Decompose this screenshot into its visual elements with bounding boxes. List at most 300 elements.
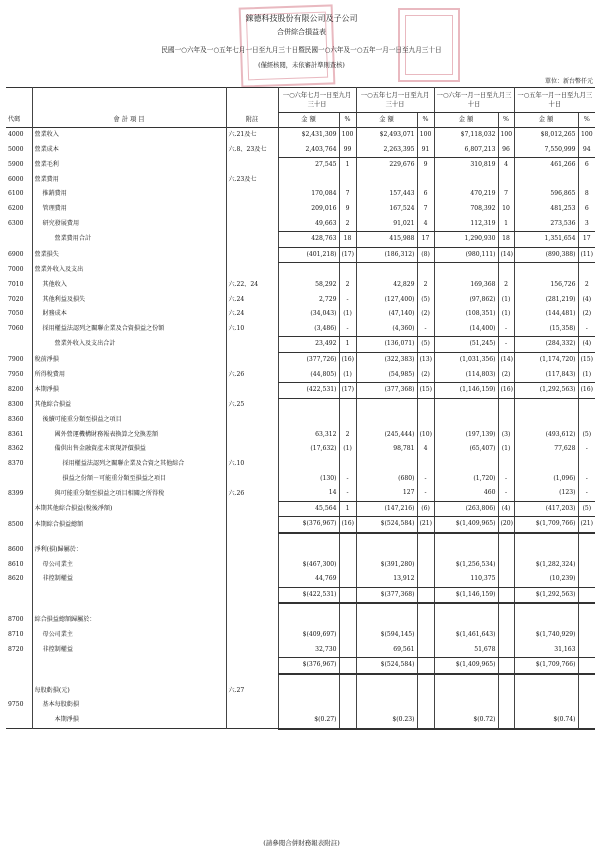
- percent-cell: (6): [417, 501, 434, 517]
- percent-cell: 2: [339, 278, 356, 293]
- amount-cell: (114,803): [434, 368, 498, 383]
- amount-cell: 58,292: [278, 278, 339, 293]
- amount-cell: (147,216): [356, 501, 417, 517]
- percent-cell: (2): [417, 368, 434, 383]
- amount-cell: (401,218): [278, 247, 339, 263]
- account-note-ref: 六.24: [226, 307, 278, 322]
- table-row: [6, 613, 595, 628]
- percent-cell: [417, 587, 434, 603]
- amount-cell: (47,140): [356, 307, 417, 322]
- account-code: 8700: [8, 616, 24, 624]
- percent-cell: 100: [578, 128, 595, 143]
- account-note-ref: [226, 572, 278, 587]
- account-code: 9750: [8, 701, 24, 709]
- percent-cell: 2: [339, 428, 356, 443]
- percent-cell: [417, 713, 434, 729]
- account-item: 稅前淨損: [32, 352, 226, 367]
- table-row: [6, 217, 595, 232]
- account-note-ref: [226, 543, 278, 558]
- pct-header: %: [339, 113, 356, 128]
- table-row: [6, 517, 595, 533]
- percent-cell: -: [578, 442, 595, 457]
- amount-cell: (97,862): [434, 293, 498, 308]
- table-row: [6, 558, 595, 573]
- account-item: 管理費用: [32, 202, 226, 217]
- amount-cell: [356, 173, 417, 188]
- amount-cell: $(524,584): [356, 517, 417, 533]
- empty-cell: [278, 603, 339, 613]
- account-item: [32, 658, 226, 674]
- amount-cell: (263,806): [434, 501, 498, 517]
- empty-cell: [6, 603, 32, 613]
- account-item: [32, 587, 226, 603]
- percent-cell: 94: [578, 143, 595, 158]
- account-item: 營業損失: [32, 247, 226, 263]
- table-row: [6, 247, 595, 263]
- amount-cell: [514, 263, 578, 278]
- amount-cell: 169,368: [434, 278, 498, 293]
- amount-cell: 31,163: [514, 643, 578, 658]
- amount-cell: 49,663: [278, 217, 339, 232]
- empty-cell: [32, 533, 226, 543]
- percent-cell: (13): [417, 352, 434, 367]
- account-item: 綜合損益總額歸屬於：: [32, 613, 226, 628]
- percent-cell: [339, 173, 356, 188]
- period-header-1: 一○六年七月一日至九月三十日: [278, 88, 356, 113]
- amount-cell: 209,016: [278, 202, 339, 217]
- amount-cell: 45,564: [278, 501, 339, 517]
- account-code: 6200: [8, 204, 24, 212]
- percent-cell: 99: [339, 143, 356, 158]
- account-note-ref: [226, 383, 278, 399]
- amount-cell: (1,096): [514, 472, 578, 487]
- percent-cell: (5): [578, 428, 595, 443]
- period-header-2: 一○五年七月一日至九月三十日: [356, 88, 434, 113]
- percent-cell: [578, 558, 595, 573]
- empty-cell: [278, 533, 339, 543]
- amount-cell: 77,628: [514, 442, 578, 457]
- amount-cell: (130): [278, 472, 339, 487]
- account-note-ref: [226, 698, 278, 713]
- income-statement-table: [6, 87, 595, 730]
- empty-cell: [278, 674, 339, 684]
- empty-cell: [226, 533, 278, 543]
- account-note-ref: [226, 202, 278, 217]
- percent-cell: (2): [417, 307, 434, 322]
- account-code: 4000: [8, 131, 24, 138]
- percent-cell: [339, 398, 356, 413]
- amount-cell: 156,726: [514, 278, 578, 293]
- table-row: [6, 398, 595, 413]
- account-item: 本期淨損: [32, 383, 226, 399]
- percent-cell: [498, 173, 514, 188]
- percent-cell: [498, 398, 514, 413]
- percent-cell: -: [417, 486, 434, 501]
- statement-rows: [6, 128, 595, 729]
- account-code: 7060: [8, 324, 24, 332]
- percent-cell: -: [578, 322, 595, 337]
- account-item: 營業外收入及支出合計: [32, 337, 226, 353]
- amount-cell: (136,071): [356, 337, 417, 353]
- account-code: 6100: [8, 190, 24, 198]
- percent-cell: [339, 713, 356, 729]
- amount-cell: [278, 698, 339, 713]
- amount-cell: [434, 173, 498, 188]
- amount-cell: (980,111): [434, 247, 498, 263]
- percent-cell: [417, 263, 434, 278]
- percent-cell: (8): [417, 247, 434, 263]
- table-row: [6, 698, 595, 713]
- empty-cell: [498, 533, 514, 543]
- account-code: [6, 232, 32, 248]
- percent-cell: 8: [578, 187, 595, 202]
- account-code: 8362: [8, 445, 24, 453]
- account-item: 研究發展費用: [32, 217, 226, 232]
- amount-cell: $2,431,309: [278, 128, 339, 143]
- table-row: [6, 263, 595, 278]
- amount-cell: 2,729: [278, 293, 339, 308]
- amount-cell: [434, 684, 498, 699]
- account-note-ref: [226, 337, 278, 353]
- amount-cell: $(376,967): [278, 517, 339, 533]
- account-code: 7020: [8, 295, 24, 303]
- amount-cell: 157,443: [356, 187, 417, 202]
- table-row: [6, 293, 595, 308]
- percent-cell: [417, 684, 434, 699]
- amount-cell: (15,358): [514, 322, 578, 337]
- percent-cell: [417, 558, 434, 573]
- percent-cell: -: [417, 472, 434, 487]
- amount-cell: 32,730: [278, 643, 339, 658]
- percent-cell: [339, 457, 356, 472]
- account-code: 7000: [8, 266, 24, 274]
- percent-cell: 100: [339, 128, 356, 143]
- empty-cell: [6, 674, 32, 684]
- account-code: [6, 337, 32, 353]
- amount-cell: [278, 613, 339, 628]
- percent-cell: 6: [417, 187, 434, 202]
- account-code: 8720: [8, 645, 24, 653]
- percent-cell: [498, 572, 514, 587]
- amount-cell: [434, 413, 498, 428]
- percent-cell: (14): [498, 247, 514, 263]
- amount-cell: [434, 457, 498, 472]
- percent-cell: 1: [339, 501, 356, 517]
- empty-cell: [6, 533, 32, 543]
- amount-cell: [356, 613, 417, 628]
- empty-cell: [417, 603, 434, 613]
- statement-period: 民國一○六年及一○五年七月一日至九月三十日暨民國一○六年及一○五年一月一日至九月三十日: [161, 46, 442, 54]
- empty-cell: [32, 603, 226, 613]
- amount-cell: (245,444): [356, 428, 417, 443]
- account-note-ref: [226, 558, 278, 573]
- percent-cell: 3: [578, 217, 595, 232]
- account-code: 8300: [8, 401, 24, 409]
- pct-header: %: [498, 113, 514, 128]
- amount-cell: $(1,709,766): [514, 658, 578, 674]
- account-code: [6, 713, 32, 729]
- amount-cell: $(1,292,563): [514, 587, 578, 603]
- account-note-ref: [226, 232, 278, 248]
- account-code: 8200: [8, 386, 24, 394]
- account-note-ref: [226, 713, 278, 729]
- amount-cell: 481,253: [514, 202, 578, 217]
- account-item: 其他收入: [32, 278, 226, 293]
- percent-cell: [339, 572, 356, 587]
- percent-cell: [339, 587, 356, 603]
- account-note-ref: 六.25: [226, 398, 278, 413]
- empty-cell: [434, 674, 498, 684]
- account-item: 其他綜合損益: [32, 398, 226, 413]
- account-note-ref: [226, 501, 278, 517]
- account-code: 8600: [8, 546, 24, 554]
- amount-cell: (281,219): [514, 293, 578, 308]
- amount-cell: 91,021: [356, 217, 417, 232]
- percent-cell: 17: [417, 232, 434, 248]
- account-code: 7010: [8, 280, 24, 288]
- account-note-ref: [226, 517, 278, 533]
- percent-cell: (21): [578, 517, 595, 533]
- percent-cell: [578, 263, 595, 278]
- account-item: 備供出售金融資產未實現評價損益: [32, 442, 226, 457]
- table-row: [6, 428, 595, 443]
- percent-cell: 6: [578, 202, 595, 217]
- percent-cell: [417, 457, 434, 472]
- amount-cell: $(594,145): [356, 628, 417, 643]
- account-note-ref: 六.27: [226, 684, 278, 699]
- percent-cell: 2: [339, 217, 356, 232]
- percent-cell: 7: [498, 187, 514, 202]
- account-item: 損益之份額－可能重分類至損益之項目: [32, 472, 226, 487]
- account-code: 8399: [8, 489, 24, 497]
- percent-cell: 2: [578, 278, 595, 293]
- amount-cell: 460: [434, 486, 498, 501]
- table-row: [6, 587, 595, 603]
- amount-cell: 69,561: [356, 643, 417, 658]
- amount-cell: (108,351): [434, 307, 498, 322]
- amount-cell: (127,400): [356, 293, 417, 308]
- percent-cell: [339, 628, 356, 643]
- percent-cell: -: [339, 322, 356, 337]
- percent-cell: [417, 398, 434, 413]
- amount-cell: 167,524: [356, 202, 417, 217]
- table-row: [6, 158, 595, 173]
- amount-cell: (422,531): [278, 383, 339, 399]
- amount-cell: 1,351,654: [514, 232, 578, 248]
- amount-cell: [278, 263, 339, 278]
- pct-header: %: [578, 113, 595, 128]
- percent-cell: [578, 398, 595, 413]
- percent-cell: [578, 628, 595, 643]
- amount-cell: 596,865: [514, 187, 578, 202]
- empty-cell: [339, 533, 356, 543]
- percent-cell: -: [498, 322, 514, 337]
- percent-cell: [578, 613, 595, 628]
- empty-cell: [339, 603, 356, 613]
- amount-cell: $(1,409,965): [434, 517, 498, 533]
- amount-cell: [278, 543, 339, 558]
- percent-cell: [417, 543, 434, 558]
- account-item: 營業費用合計: [32, 232, 226, 248]
- amount-cell: $7,118,032: [434, 128, 498, 143]
- percent-cell: 2: [498, 278, 514, 293]
- empty-cell: [514, 674, 578, 684]
- amount-cell: 14: [278, 486, 339, 501]
- table-row: [6, 486, 595, 501]
- amount-cell: 428,763: [278, 232, 339, 248]
- account-item: 其他利益及損失: [32, 293, 226, 308]
- amount-cell: $(376,967): [278, 658, 339, 674]
- amount-cell: $(1,256,534): [434, 558, 498, 573]
- percent-cell: [578, 658, 595, 674]
- amount-cell: $(1,282,324): [514, 558, 578, 573]
- amount-cell: $(1,146,159): [434, 587, 498, 603]
- amount-cell: (65,407): [434, 442, 498, 457]
- period-header-4: 一○五年一月一日至九月三十日: [514, 88, 595, 113]
- percent-cell: -: [498, 472, 514, 487]
- percent-cell: [578, 684, 595, 699]
- empty-cell: [498, 603, 514, 613]
- percent-cell: [498, 643, 514, 658]
- account-item: 營業費用: [32, 173, 226, 188]
- amount-cell: $(1,740,929): [514, 628, 578, 643]
- amount-cell: [514, 413, 578, 428]
- amount-header: 金 額: [278, 113, 339, 128]
- table-row: [6, 202, 595, 217]
- percent-cell: [339, 698, 356, 713]
- percent-cell: [578, 572, 595, 587]
- percent-cell: [578, 413, 595, 428]
- account-code: [6, 472, 32, 487]
- percent-cell: (1): [339, 442, 356, 457]
- percent-cell: -: [498, 337, 514, 353]
- percent-cell: (20): [498, 517, 514, 533]
- empty-cell: [356, 674, 417, 684]
- empty-cell: [339, 674, 356, 684]
- percent-cell: 7: [417, 202, 434, 217]
- pct-header: %: [417, 113, 434, 128]
- table-row: [6, 322, 595, 337]
- account-note-ref: [226, 428, 278, 443]
- amount-cell: [514, 543, 578, 558]
- amount-cell: [356, 684, 417, 699]
- amount-cell: [434, 613, 498, 628]
- table-row: [6, 457, 595, 472]
- amount-cell: (890,388): [514, 247, 578, 263]
- amount-cell: [278, 173, 339, 188]
- amount-cell: (44,805): [278, 368, 339, 383]
- amount-cell: $(1,461,643): [434, 628, 498, 643]
- amount-cell: (10,239): [514, 572, 578, 587]
- percent-cell: [498, 558, 514, 573]
- table-row: [6, 187, 595, 202]
- account-code: 5000: [8, 145, 24, 153]
- percent-cell: [417, 413, 434, 428]
- percent-cell: [578, 457, 595, 472]
- empty-cell: [226, 674, 278, 684]
- percent-cell: [578, 643, 595, 658]
- account-item: 營業毛利: [32, 158, 226, 173]
- percent-cell: 18: [339, 232, 356, 248]
- table-row: [6, 442, 595, 457]
- amount-cell: [278, 413, 339, 428]
- account-note-ref: [226, 217, 278, 232]
- amount-cell: (17,632): [278, 442, 339, 457]
- percent-cell: 100: [417, 128, 434, 143]
- percent-cell: [339, 658, 356, 674]
- amount-cell: 23,492: [278, 337, 339, 353]
- percent-cell: (1): [578, 368, 595, 383]
- empty-cell: [514, 603, 578, 613]
- percent-cell: [339, 413, 356, 428]
- amount-cell: (34,043): [278, 307, 339, 322]
- percent-cell: (1): [498, 307, 514, 322]
- table-row: [6, 143, 595, 158]
- amount-cell: (14,400): [434, 322, 498, 337]
- percent-cell: [498, 263, 514, 278]
- account-code: [6, 658, 32, 674]
- account-note-ref: [226, 442, 278, 457]
- percent-cell: [417, 613, 434, 628]
- account-item: 本期綜合損益總額: [32, 517, 226, 533]
- empty-cell: [417, 674, 434, 684]
- account-code: 7900: [8, 355, 24, 363]
- amount-cell: (51,245): [434, 337, 498, 353]
- account-item: 非控制權益: [32, 572, 226, 587]
- percent-cell: 10: [498, 202, 514, 217]
- amount-cell: 1,290,930: [434, 232, 498, 248]
- amount-cell: 708,392: [434, 202, 498, 217]
- table-row: [6, 472, 595, 487]
- empty-cell: [434, 603, 498, 613]
- percent-cell: [417, 698, 434, 713]
- amount-cell: (144,481): [514, 307, 578, 322]
- amount-header: 金 額: [434, 113, 498, 128]
- account-item: 採用權益法認列之關聯企業及合資損益之份額: [32, 322, 226, 337]
- amount-cell: [434, 698, 498, 713]
- percent-cell: -: [498, 486, 514, 501]
- account-code: 8610: [8, 560, 24, 568]
- item-header: 會 計 項 目: [32, 113, 226, 128]
- amount-cell: 170,084: [278, 187, 339, 202]
- amount-cell: 110,375: [434, 572, 498, 587]
- table-row: [6, 543, 595, 558]
- table-row: [6, 232, 595, 248]
- account-item: 與可能重分類至損益之項目相關之所得稅: [32, 486, 226, 501]
- account-code: [6, 501, 32, 517]
- amount-cell: 42,829: [356, 278, 417, 293]
- percent-cell: (11): [578, 247, 595, 263]
- account-code: [6, 684, 32, 699]
- statement-title: 合併綜合損益表: [277, 28, 326, 36]
- amount-cell: 27,545: [278, 158, 339, 173]
- account-note-ref: [226, 628, 278, 643]
- amount-cell: [514, 457, 578, 472]
- amount-cell: 6,807,213: [434, 143, 498, 158]
- percent-cell: (5): [578, 501, 595, 517]
- empty-cell: [356, 603, 417, 613]
- percent-cell: (4): [578, 293, 595, 308]
- table-row: [6, 674, 595, 684]
- percent-cell: 2: [417, 278, 434, 293]
- table-row: [6, 278, 595, 293]
- amount-cell: [278, 684, 339, 699]
- amount-cell: (680): [356, 472, 417, 487]
- account-code: 6900: [8, 250, 24, 258]
- account-code: 8360: [8, 416, 24, 424]
- amount-cell: 112,319: [434, 217, 498, 232]
- account-note-ref: 六.26: [226, 486, 278, 501]
